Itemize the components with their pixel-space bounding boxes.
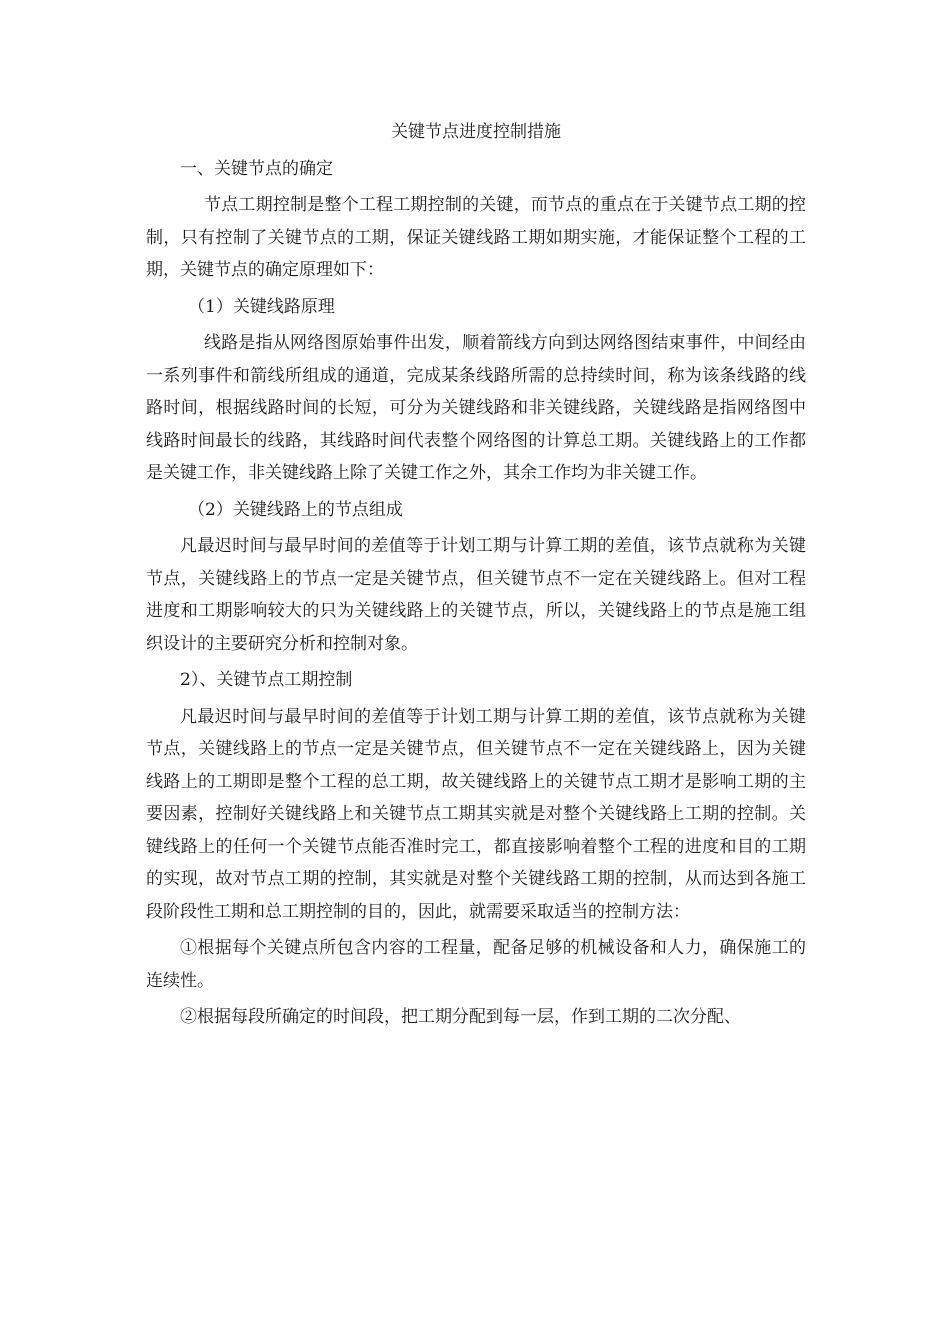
paragraph-node-schedule-control-detail: 凡最迟时间与最早时间的差值等于计划工期与计算工期的差值，该节点就称为关键节点，关键线路上的节点一定是关键节点，但关键节点不一定在关键线路上，因为关键线路上的工期即是整个工程的总工期，故关键线路上的关键节点工期才是影响工期的主要因素，控制好关键线路上和关键节点工期其实就是对整个关键线路上工期的控制。关键线路上的任何一个关键节点能否准时完工，都直接影响着整个工程的进度和目的工期的实现，故对节点工期的控制，其实就是对整个关键线路工期的控制，从而达到各施工段阶段性工期和总工期控制的目的，因此，就需要采取适当的控制方法：: [146, 706, 806, 922]
subheading-node-composition: （2）关键线路上的节点组成: [188, 499, 403, 520]
paragraph-critical-path-definition: 线路是指从网络图原始事件出发，顺着箭线方向到达网络图结束事件，中间经由一系列事件和箭线所组成的通道，完成某条线路所需的总持续时间，称为该条线路的线路时间，根据线路时间的长短，可分为关键线路和非关键线路，关键线路是指网络图中线路时间最长的线路，其线路时间代表整个网络图的计算总工期。关键线路上的工作都是关键工作，非关键线路上除了关键工作之外，其余工作均为非关键工作。: [146, 333, 806, 483]
section-heading-node-schedule-control: 2）、关键节点工期控制: [180, 670, 353, 690]
section-heading-key-node-determination: 一、关键节点的确定: [180, 158, 333, 179]
subheading-critical-path-principle: （1）关键线路原理: [188, 296, 335, 317]
paragraph-node-schedule-control: 节点工期控制是整个工程工期控制的关键，而节点的重点在于关键节点工期的控制，只有控制了关键节点的工期，保证关键线路工期如期实施，才能保证整个工程的工期，关键节点的确定原理如下：: [146, 195, 806, 280]
document-body: [146, 116, 806, 1038]
paragraph-node-composition: 凡最迟时间与最早时间的差值等于计划工期与计算工期的差值，该节点就称为关键节点，关键线路上的节点一定是关键节点，但关键节点不一定在关键线路上。但对工程进度和工期影响较大的只为关键线路上的关键节点，所以，关键线路上的节点是施工组织设计的主要研究分析和控制对象。: [146, 536, 806, 654]
list-item-method-1: ①根据每个关键点所包含内容的工程量，配备足够的机械设备和人力，确保施工的连续性。: [146, 938, 806, 991]
document-title: 关键节点进度控制措施: [391, 122, 561, 142]
list-item-method-2: ②根据每段所确定的时间段，把工期分配到每一层，作到工期的二次分配、: [180, 1007, 741, 1027]
